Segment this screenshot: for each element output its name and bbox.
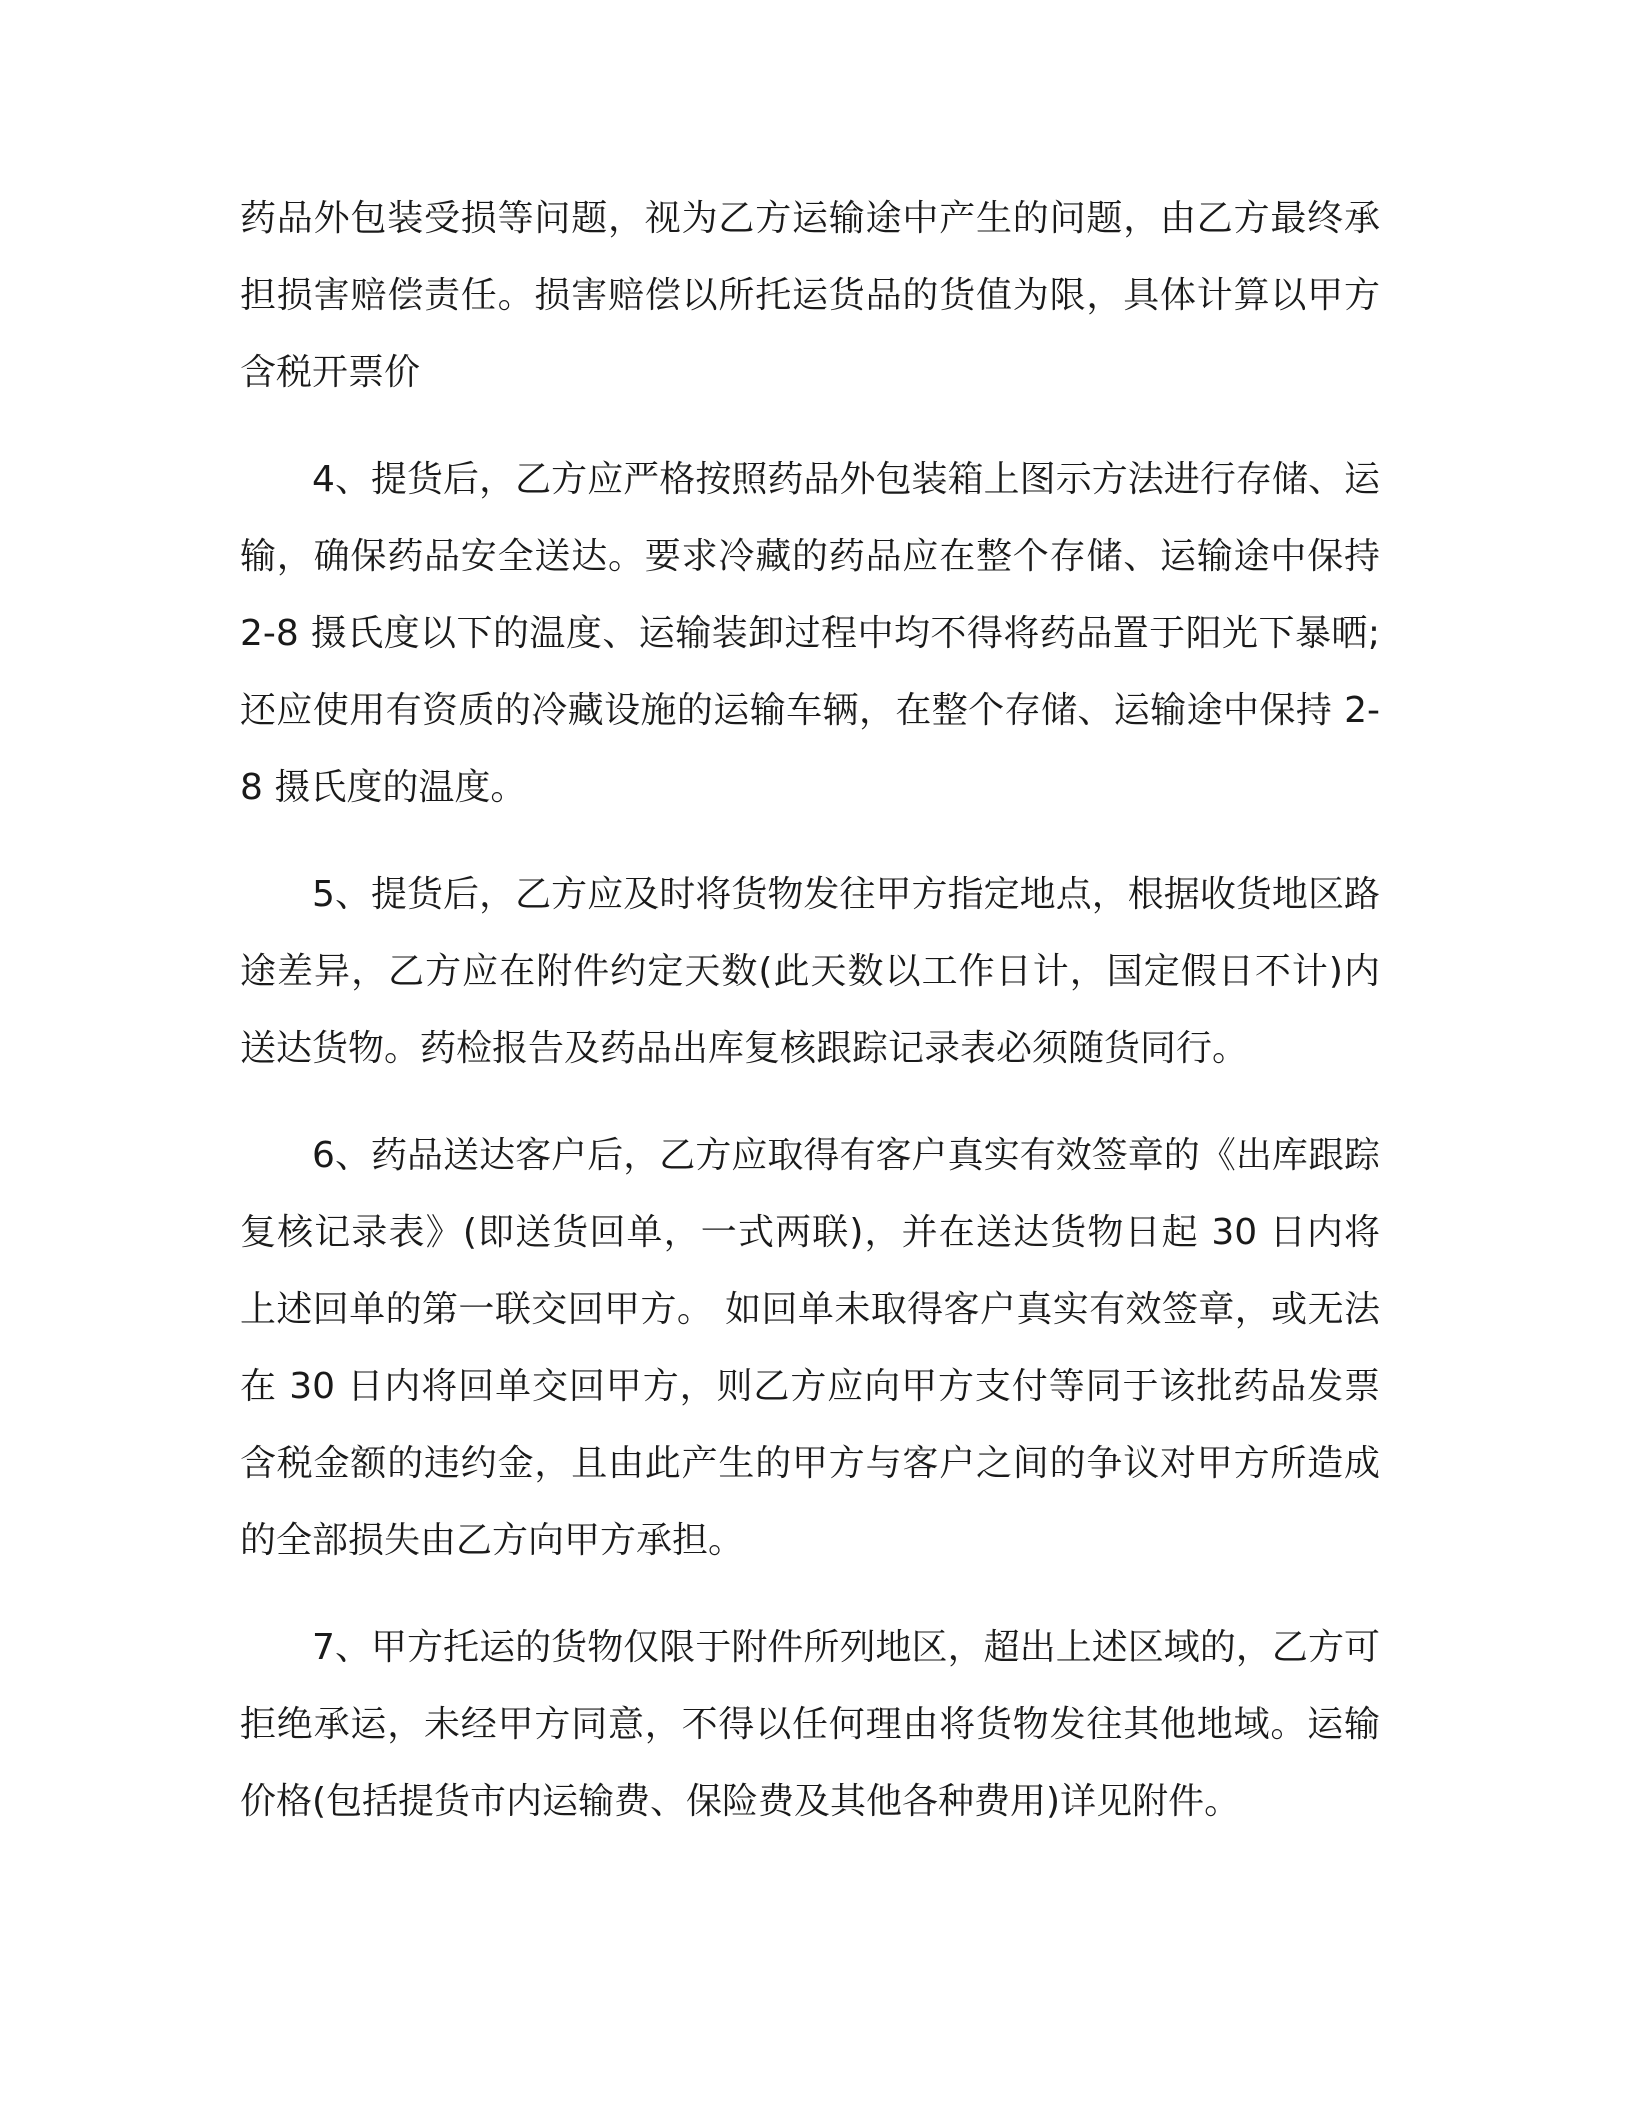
document-body [240, 180, 1380, 1870]
paragraph-clause-7: 7、甲方托运的货物仅限于附件所列地区，超出上述区域的，乙方可拒绝承运，未经甲方同意，不得以任何理由将货物发往其他地域。运输价格(包括提货市内运输费、保险费及其他各种费用)详见附件。 [240, 1627, 1380, 1822]
paragraph-clause-4: 4、提货后，乙方应严格按照药品外包装箱上图示方法进行存储、运输，确保药品安全送达。要求冷藏的药品应在整个存储、运输途中保持 2-8 摄氏度以下的温度、运输装卸过程中均不得将药品置于阳光下暴晒;还应使用有资质的冷藏设施的运输车辆，在整个存储、运输途中保持 2-8 摄氏度的温度。 [240, 459, 1380, 808]
paragraph-clause-6: 6、药品送达客户后，乙方应取得有客户真实有效签章的《出库跟踪复核记录表》(即送货回单，一式两联)，并在送达货物日起 30 日内将上述回单的第一联交回甲方。 如回单未取得客户真实有效签章，或无法在 30 日内将回单交回甲方，则乙方应向甲方支付等同于该批药品发票含税金额的违约金，且由此产生的甲方与客户之间的争议对甲方所造成的全部损失由乙方向甲方承担。 [240, 1135, 1380, 1561]
paragraph-continuation: 药品外包装受损等问题，视为乙方运输途中产生的问题，由乙方最终承担损害赔偿责任。损害赔偿以所托运货品的货值为限，具体计算以甲方含税开票价 [240, 198, 1380, 393]
paragraph-clause-5: 5、提货后，乙方应及时将货物发往甲方指定地点，根据收货地区路途差异，乙方应在附件约定天数(此天数以工作日计，国定假日不计)内送达货物。药检报告及药品出库复核跟踪记录表必须随货同行。 [240, 874, 1380, 1069]
